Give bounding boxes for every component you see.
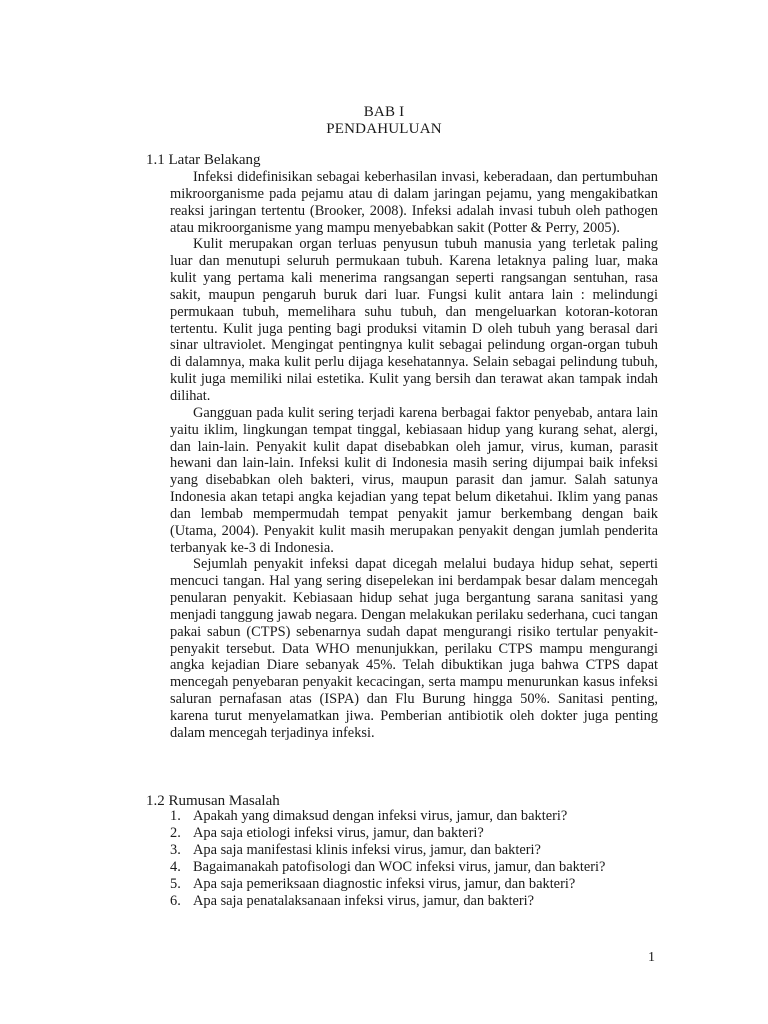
list-text: Apa saja manifestasi klinis infeksi virus, jamur, dan bakteri?	[193, 842, 541, 858]
section-body-latar-belakang	[170, 169, 658, 742]
paragraph: Gangguan pada kulit sering terjadi karena berbagai faktor penyebab, antara lain yaitu iklim, lingkungan tempat tinggal, kebiasaan hidup yang kurang sehat, alergi, dan lain-lain. Penyakit kulit dapat disebabkan oleh jamur, virus, kuman, parasit hewani dan lain-lain. Infeksi kulit di Indonesia masih sering dijumpai baik infeksi yang disebabkan oleh bakteri, virus, maupun parasit dan jamur. Salah satunya Indonesia akan tetapi angka kejadian yang tepat belum diketahui. Iklim yang panas dan lembab mempermudah tempat penyakit jamur berkembang dengan baik (Utama, 2004). Penyakit kulit masih merupakan penyakit dengan jumlah penderita terbanyak ke-3 di Indonesia.	[170, 404, 658, 556]
chapter-title: PENDAHULUAN	[326, 121, 442, 137]
list-item	[170, 842, 670, 859]
section-title-latar-belakang: 1.1 Latar Belakang	[146, 152, 261, 168]
list-text: Apa saja penatalaksanaan infeksi virus, jamur, dan bakteri?	[193, 893, 535, 909]
paragraph: Sejumlah penyakit infeksi dapat dicegah melalui budaya hidup sehat, seperti mencuci tangan. Hal yang sering disepelekan ini berdampak besar dalam mencegah penularan penyakit. Kebiasaan hidup sehat juga bergantung sarana sanitasi yang menjadi tanggung jawab negara. Dengan melakukan perilaku sederhana, cuci tangan pakai sabun (CTPS) sebenarnya sudah dapat mengurangi risiko tertular penyakit-penyakit tersebut. Data WHO menunjukkan, perilaku CTPS mampu mengurangi angka kejadian Diare sebanyak 45%. Telah dibuktikan juga bahwa CTPS dapat mencegah penyebaran penyakit kecacingan, serta mampu menurunkan kasus infeksi saluran pernafasan atas (ISPA) dan Flu Burung hingga 50%. Sanitasi penting, karena turut menyelamatkan jiwa. Pemberian antibiotik oleh dokter juga penting dalam mencegah terjadinya infeksi.	[170, 556, 658, 741]
list-text: Apakah yang dimaksud dengan infeksi virus, jamur, dan bakteri?	[193, 808, 568, 824]
section-title-rumusan-masalah: 1.2 Rumusan Masalah	[146, 793, 280, 809]
list-item	[170, 859, 670, 876]
list-number: 2.	[170, 825, 181, 841]
page-number: 1	[648, 950, 655, 965]
list-number: 1.	[170, 808, 181, 824]
list-number: 5.	[170, 876, 181, 892]
list-item	[170, 825, 670, 842]
list-item	[170, 893, 670, 910]
list-item	[170, 808, 670, 825]
list-text: Apa saja pemeriksaan diagnostic infeksi virus, jamur, dan bakteri?	[193, 876, 576, 892]
list-item	[170, 876, 670, 893]
list-text: Apa saja etiologi infeksi virus, jamur, dan bakteri?	[193, 825, 484, 841]
list-text: Bagaimanakah patofisologi dan WOC infeksi virus, jamur, dan bakteri?	[193, 859, 606, 875]
research-questions-list	[170, 808, 670, 910]
list-number: 3.	[170, 842, 181, 858]
list-number: 6.	[170, 893, 181, 909]
chapter-number: BAB I	[363, 104, 405, 120]
paragraph: Kulit merupakan organ terluas penyusun tubuh manusia yang terletak paling luar dan menutupi seluruh permukaan tubuh. Karena letaknya paling luar, maka kulit yang pertama kali menerima rangsangan seperti rangsangan sentuhan, rasa sakit, maupun pengaruh buruk dari luar. Fungsi kulit antara lain : melindungi permukaan tubuh, memelihara suhu tubuh, dan mengeluarkan kotoran-kotoran tertentu. Kulit juga penting bagi produksi vitamin D oleh tubuh yang berasal dari sinar ultraviolet. Mengingat pentingnya kulit sebagai pelindung organ-organ tubuh di dalamnya, maka kulit perlu dijaga kesehatannya. Selain sebagai pelindung tubuh, kulit juga memiliki nilai estetika. Kulit yang bersih dan terawat akan tampak indah dilihat.	[170, 236, 658, 404]
paragraph: Infeksi didefinisikan sebagai keberhasilan invasi, keberadaan, dan pertumbuhan mikroorganisme pada pejamu atau di dalam jaringan pejamu, yang mengakibatkan reaksi jaringan tertentu (Brooker, 2008). Infeksi adalah invasi tubuh oleh pathogen atau mikroorganisme yang mampu menyebabkan sakit (Potter & Perry, 2005).	[170, 169, 658, 236]
list-number: 4.	[170, 859, 181, 875]
